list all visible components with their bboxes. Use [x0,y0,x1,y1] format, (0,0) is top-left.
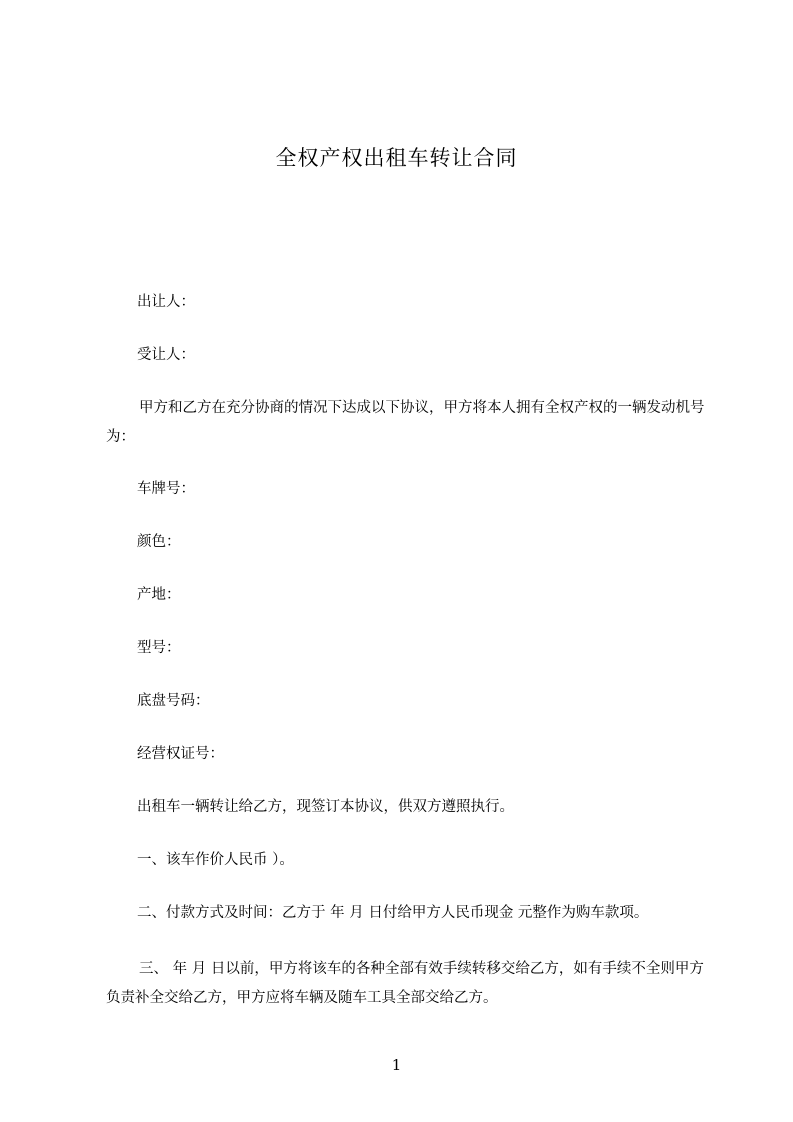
chassis-number-field: 底盘号码： [137,693,210,709]
color-field: 颜色： [137,534,181,550]
transferor-field: 出让人： [137,294,195,310]
model-field: 型号： [137,640,181,656]
clause-1: 一、该车作价人民币 ）。 [137,852,294,868]
origin-field: 产地： [137,587,181,603]
intro-paragraph: 甲方和乙方在充分协商的情况下达成以下协议，甲方将本人拥有全权产权的一辆发动机号为： [106,400,705,445]
page-number: 1 [391,1056,402,1074]
transfer-statement: 出租车一辆转让给乙方，现签订本协议，供双方遵照执行。 [137,799,514,815]
transferee-field: 受让人： [137,347,195,363]
operating-license-field: 经营权证号： [137,746,224,762]
clause-3: 三、 年 月 日以前，甲方将该车的各种全部有效手续转移交给乙方，如有手续不全则甲方负责补全交给乙方，甲方应将车辆及随车工具全部交给乙方。 [106,961,704,1006]
clause-2: 二、付款方式及时间：乙方于 年 月 日付给甲方人民币现金 元整作为购车款项。 [137,905,649,921]
document-title: 全权产权出租车转让合同 [275,146,518,170]
plate-number-field: 车牌号： [137,481,195,497]
